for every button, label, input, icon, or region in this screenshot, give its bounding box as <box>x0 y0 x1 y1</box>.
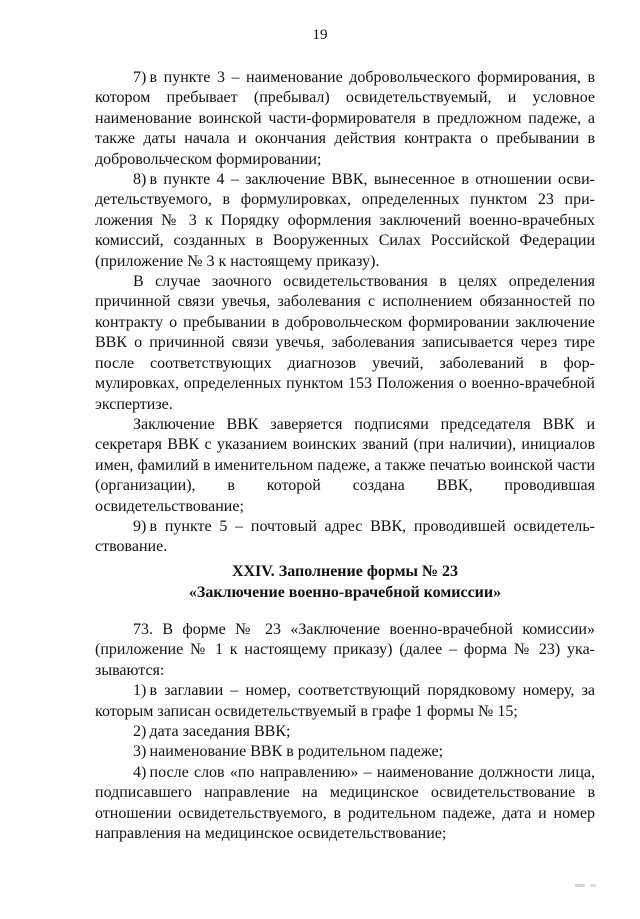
section-top-text <box>95 68 595 558</box>
paragraph-item-8: 8) в пункте 4 – заключение ВВК, вынесенное в отношении освидетельствуемого, в формулировках, определенных пунктом 23 приложения № 3 к Порядку оформления заключений военно-врачебных комиссий, созданных в Вооруженных Силах Российской Федерации (приложение № 3 к настоящему приказу). <box>95 171 595 270</box>
paragraph-73: 73. В форме № 23 «Заключение военно-врачебной комиссии» (приложение № 1 к настоящему приказу) (далее – форма № 23) указываются: <box>95 621 595 679</box>
paragraph-absentee-examination: В случае заочного освидетельствования в целях определения причинной связи увечья, заболевания с исполнением обязанностей по контракту о пребывании в добровольческом формировании заключение ВВК о причинной связи увечья, заболевания записывается через тире после соответствующих диагнозов увечий, заболеваний в формулировках, определенных пунктом 153 Положения о военно-врачебной экспертизе. <box>95 273 595 413</box>
page-number: 19 <box>312 27 328 43</box>
scan-mark <box>575 884 585 887</box>
paragraph-subitem-2: 2) дата заседания ВВК; <box>133 723 291 741</box>
section-heading <box>95 562 595 603</box>
section-bottom-text <box>95 620 595 844</box>
paragraph-item-7: 7) в пункте 3 – наименование добровольческого формирования, в котором пребывает (пребывал) освидетельствуемый, и условное наименование воинской части-формирователя в предложном падеже, а также даты начала и окончания действия контракта о пребывании в добровольческом формировании; <box>95 69 595 168</box>
paragraph-certification: Заключение ВВК заверяется подписями председателя ВВК и секретаря ВВК с указанием воинских званий (при наличии), инициалов имен, фамилий в именительном падеже, а также печатью воинской части (организации), в которой создана ВВК, проводившая освидетельствование; <box>95 415 595 515</box>
section-heading-line-1: XXIV. Заполнение формы № 23 <box>231 563 459 580</box>
scan-mark <box>590 884 596 887</box>
paragraph-subitem-4: 4) после слов «по направлению» – наименование должности лица, подписавшего направление на медицинское освидетельствование в отношении освидетельствуемого, в родительном падеже, дата и номер направления на медицинское освидетельствование; <box>95 763 595 843</box>
paragraph-subitem-3: 3) наименование ВВК в родительном падеже; <box>133 743 444 761</box>
paragraph-subitem-1: 1) в заглавии – номер, соответствующий порядковому номеру, за которым записан освидетельствуемый в графе 1 формы № 15; <box>95 682 595 720</box>
paragraph-item-9: 9) в пункте 5 – почтовый адрес ВВК, проводившей освидетельствование. <box>95 517 595 556</box>
section-heading-line-2: «Заключение военно-врачебной комиссии» <box>188 583 502 601</box>
